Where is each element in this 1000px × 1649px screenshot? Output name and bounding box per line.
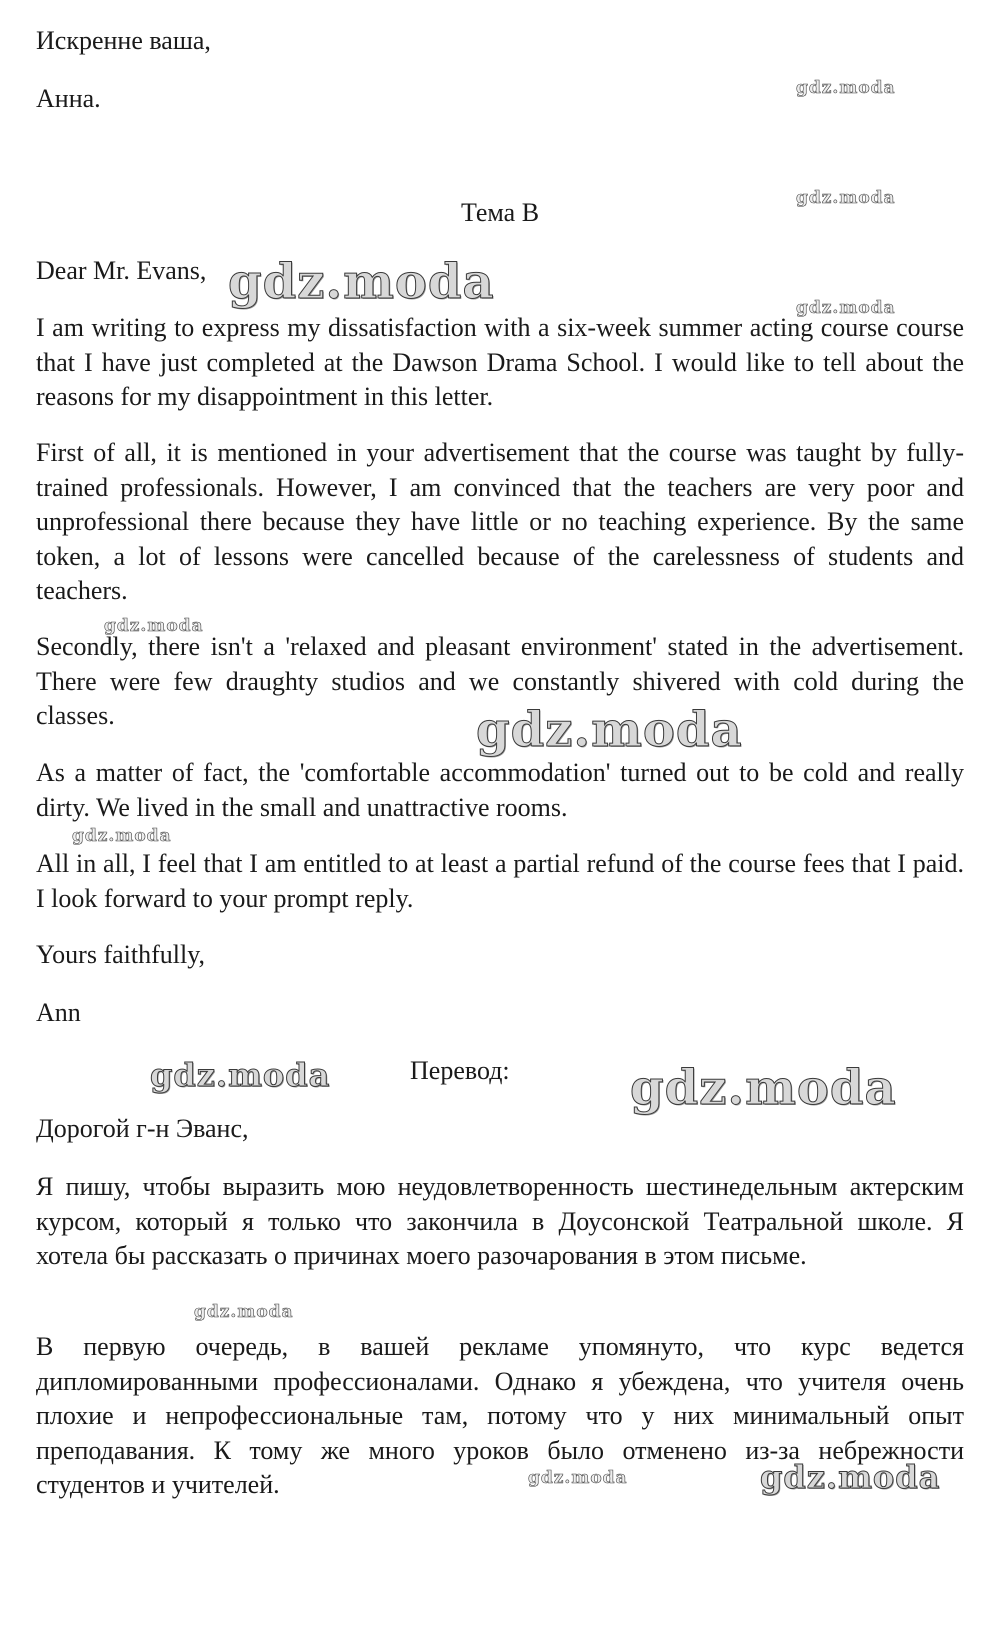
- watermark-logo: gdz.moda: [104, 616, 204, 636]
- translation-paragraph-1: Я пишу, чтобы выразить мою неудовлетворенность шестинедельным актерским курсом, который я только что закончила в Доусонской Театральной школе. Я хотела бы рассказать о причинах моего разочарования в этом письме.: [36, 1172, 964, 1270]
- watermark-logo: gdz.moda: [796, 188, 896, 208]
- watermark-logo: gdz.moda: [796, 298, 896, 318]
- letter-paragraph-1: I am writing to express my dissatisfaction with a six-week summer acting course course that I have just completed at the Dawson Drama School. I would like to tell about the reasons for my disappointment in this letter.: [36, 313, 964, 411]
- letter-greeting: Dear Mr. Evans,: [36, 256, 207, 285]
- translation-label: Перевод:: [410, 1056, 510, 1085]
- watermark-logo: gdz.moda: [72, 826, 172, 846]
- watermark-logo: gdz.moda: [796, 78, 896, 98]
- watermark-logo: gdz.moda: [528, 1468, 628, 1488]
- translation-greeting: Дорогой г-н Эванс,: [36, 1114, 249, 1143]
- letter-paragraph-3: Secondly, there isn't a 'relaxed and pleasant environment' stated in the advertisement. There were few draughty studios and we constantly shivered with cold during the classes.: [36, 632, 964, 730]
- russian-closing: Искренне ваша,: [36, 26, 211, 55]
- russian-signature: Анна.: [36, 84, 101, 113]
- watermark-logo: gdz.moda: [476, 702, 743, 758]
- letter-paragraph-5: All in all, I feel that I am entitled to at least a partial refund of the course fees that I paid. I look forward to your prompt reply.: [36, 849, 964, 913]
- watermark-logo: gdz.moda: [228, 254, 495, 310]
- watermark-logo: gdz.moda: [150, 1056, 331, 1094]
- watermark-logo: gdz.moda: [194, 1302, 294, 1322]
- letter-closing: Yours faithfully,: [36, 940, 206, 969]
- topic-heading: Тема B: [460, 198, 540, 227]
- letter-paragraph-4: As a matter of fact, the 'comfortable accommodation' turned out to be cold and really dirty. We lived in the small and unattractive rooms.: [36, 758, 964, 822]
- watermark-logo: gdz.moda: [630, 1060, 897, 1116]
- translation-paragraph-2: В первую очередь, в вашей рекламе упомянуто, что курс ведется дипломированными профессионалами. Однако я убеждена, что учителя очень плохие и непрофессиональные там, потому что у них минимальный опыт преподавания. К тому же много уроков было отменено из-за небрежности студентов и учителей.: [36, 1332, 964, 1499]
- letter-signature: Ann: [36, 998, 81, 1027]
- watermark-logo: gdz.moda: [760, 1458, 941, 1496]
- letter-paragraph-2: First of all, it is mentioned in your advertisement that the course was taught by fully-trained professionals. However, I am convinced that the teachers are very poor and unprofessional there because they have little or no teaching experience. By the same token, a lot of lessons were cancelled because of the carelessness of students and teachers.: [36, 438, 964, 605]
